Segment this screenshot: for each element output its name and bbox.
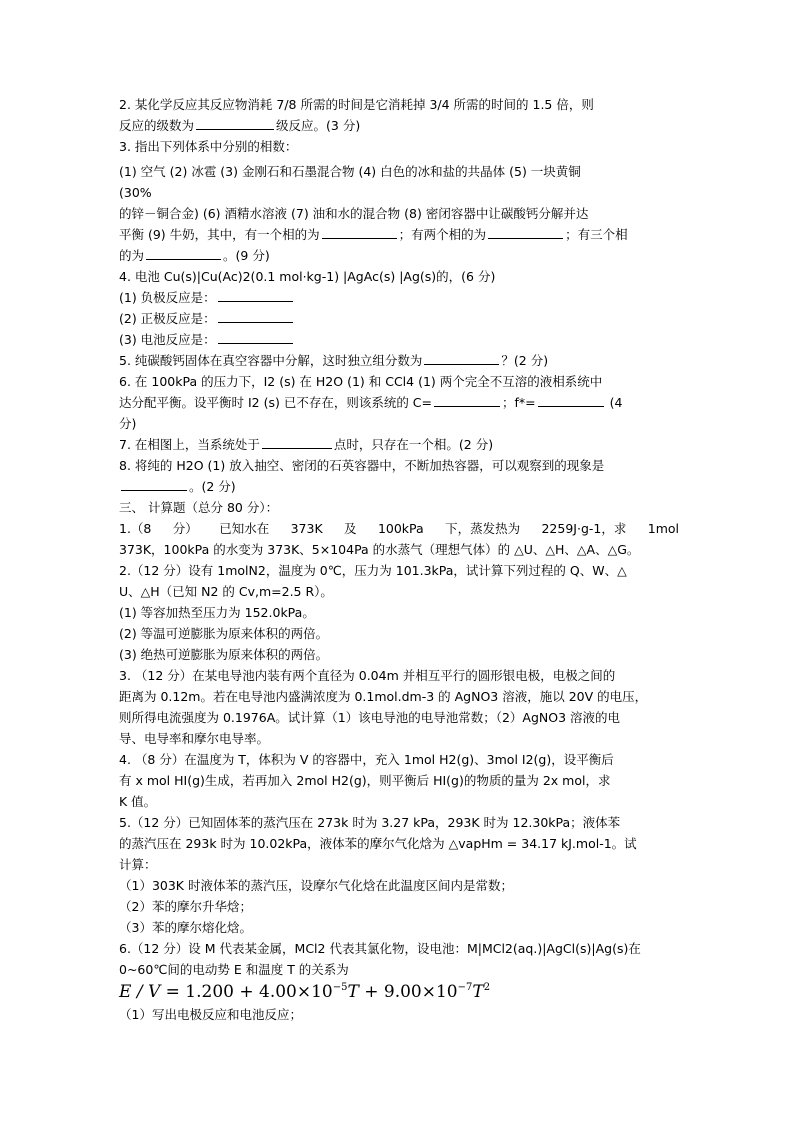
q8-line-2 <box>119 476 679 497</box>
q6-text-b3: (4 <box>609 395 623 410</box>
q3-text-d3: ；有三个相 <box>565 227 628 242</box>
q2-line-1: 2. 某化学反应其反应物消耗 7/8 所需的时间是它消耗掉 3/4 所需的时间的 1.5 倍，则 <box>119 97 594 112</box>
c5-part-2: （2）苯的摩尔升华焓； <box>119 899 252 914</box>
c2-line-2: U、△H（已知 N2 的 Cv,m=2.5 R）。 <box>119 584 333 599</box>
q2-blank[interactable] <box>196 115 274 130</box>
c1-word: 1.（8 <box>119 521 152 536</box>
c1-word: 2259J·g-1，求 <box>541 521 627 536</box>
c4-line-3: K 值。 <box>119 794 157 809</box>
c6-line-1: 6.（12 分）设 M 代表某金属，MCl2 代表其氯化物，设电池：M|MCl2(aq.)|AgCl(s)|Ag(s)在 <box>119 941 641 956</box>
section3-heading: 三、 计算题（总分 80 分）： <box>119 500 279 515</box>
formula-t: T <box>347 982 359 1002</box>
q3-text-e1: 的为 <box>119 248 145 263</box>
c4-line-2: 有 x mol HI(g)生成，若再加入 2mol H2(g)，则平衡后 HI(g)的物质的量为 2x mol，求 <box>119 773 611 788</box>
c3-line-4: 导、电导率和摩尔电导率。 <box>119 731 270 746</box>
c2-part-3: (3) 绝热可逆膨胀为原来体积的两倍。 <box>119 647 329 662</box>
q3-line-3: 的锌－铜合金) (6) 酒精水溶液 (7) 油和水的混合物 (8) 密闭容器中让碳酸钙分解并达 <box>119 206 589 221</box>
c4-line-1: 4. （8 分）在温度为 T，体积为 V 的容器中，充入 1mol H2(g)、3mol I2(g)，设平衡后 <box>119 752 614 767</box>
q5-text-a: 5. 纯碳酸钙固体在真空容器中分解，这时独立组分数为 <box>119 353 423 368</box>
q2-text-2: 级反应。(3 分) <box>276 118 361 133</box>
q3-text-d1: 平衡 (9) 牛奶，其中，有一个相的为 <box>119 227 320 242</box>
q6-text-b1: 达分配平衡。设平衡时 I2 (s) 已不存在，则该系统的 C= <box>119 395 433 410</box>
q6-blank-1[interactable] <box>434 392 500 407</box>
q5-blank[interactable] <box>424 350 499 365</box>
q6-text-b2: ；f*= <box>502 395 536 410</box>
formula-eq: = 1.200 + 4.00×10 <box>160 982 333 1002</box>
c5-part-3: （3）苯的摩尔熔化焓。 <box>119 920 252 935</box>
q3-text-d2: ；有两个相的为 <box>398 227 487 242</box>
q6-line-3: 分) <box>119 416 137 431</box>
c1-word: 及 <box>344 521 357 536</box>
c3-line-2: 距离为 0.12m。若在电导池内盛满浓度为 0.1mol.dm-3 的 AgNO3 溶液，施以 20V 的电压， <box>119 689 648 704</box>
c1-line-1 <box>119 518 679 539</box>
q4-part-1 <box>119 287 679 308</box>
q7-blank[interactable] <box>262 434 332 449</box>
document-page <box>119 94 679 1025</box>
q3-blank-3[interactable] <box>146 245 221 260</box>
q7-line <box>119 434 679 455</box>
formula-t2: T <box>472 982 484 1002</box>
q5-line <box>119 350 679 371</box>
q6-line-2 <box>119 392 679 413</box>
formula-square: 2 <box>483 982 491 993</box>
q3-text-e2: 。(9 分) <box>223 248 270 263</box>
q3-line-2: (30% <box>119 185 152 200</box>
q3-title: 3. 指出下列体系中分别的相数： <box>119 139 298 154</box>
q2-text-1: 反应的级数为 <box>119 118 195 133</box>
q5-text-b: ？(2 分) <box>501 353 549 368</box>
q8-blank[interactable] <box>121 476 187 491</box>
c6-part-1: （1）写出电极反应和电池反应； <box>119 1007 302 1022</box>
formula-plus: + 9.00×10 <box>358 982 458 1002</box>
c2-part-1: (1) 等容加热至压力为 152.0kPa。 <box>119 605 315 620</box>
c3-line-3: 则所得电流强度为 0.1976A。试计算（1）该电导池的电导池常数；（2）AgNO3 溶液的电 <box>119 710 621 725</box>
q3-blank-1[interactable] <box>322 224 397 239</box>
q6-blank-2[interactable] <box>538 392 604 407</box>
q4-part-2 <box>119 308 679 329</box>
q3-line-4 <box>119 224 679 245</box>
q4-part-1-label: (1) 负极反应是： <box>119 290 216 305</box>
q3-blank-2[interactable] <box>488 224 563 239</box>
c1-word: 已知水在 <box>219 521 270 536</box>
c1-word: 1mol <box>647 521 679 536</box>
q8-line-1: 8. 将纯的 H2O (1) 放入抽空、密闭的石英容器中，不断加热容器，可以观察到的现象是 <box>119 458 605 473</box>
q3-line-5 <box>119 245 679 266</box>
c3-line-1: 3. （12 分）在某电导池内装有两个直径为 0.04m 并相互平行的圆形银电极，电极之间的 <box>119 668 616 683</box>
formula-exp-2: −7 <box>457 982 473 993</box>
q4-part-3-label: (3) 电池反应是： <box>119 332 216 347</box>
c1-word: 100kPa <box>377 521 424 536</box>
c2-line-1: 2.（12 分）设有 1molN2，温度为 0℃，压力为 101.3kPa，试计算下列过程的 Q、W、△ <box>119 563 627 578</box>
c6-line-2: 0~60℃间的电动势 E 和温度 T 的关系为 <box>119 962 349 977</box>
c1-word: 373K <box>290 521 323 536</box>
formula-exp-1: −5 <box>332 982 348 993</box>
q7-text-a: 7. 在相图上，当系统处于 <box>119 437 260 452</box>
q4-blank-2[interactable] <box>218 308 293 323</box>
q6-line-1: 6. 在 100kPa 的压力下，I2 (s) 在 H2O (1) 和 CCl4 (1) 两个完全不互溶的液相系统中 <box>119 374 603 389</box>
c5-part-1: （1）303K 时液体苯的蒸汽压，设摩尔气化焓在此温度区间内是常数； <box>119 878 513 893</box>
c1-word: 分） <box>172 521 198 536</box>
q2-line-2 <box>119 115 679 136</box>
q4-title: 4. 电池 Cu(s)|Cu(Ac)2(0.1 mol·kg-1) |AgAc(s) |Ag(s)的，(6 分) <box>119 269 496 284</box>
q8-text-b: 。(2 分) <box>189 479 236 494</box>
q3-line-1: (1) 空气 (2) 冰雹 (3) 金刚石和石墨混合物 (4) 白色的冰和盐的共晶体 (5) 一块黄铜 <box>119 164 581 179</box>
c1-line-2: 373K，100kPa 的水变为 373K、5×104Pa 的水蒸气（理想气体）的 △U、△H、△A、△G。 <box>119 542 640 557</box>
formula-lhs: E / V <box>119 982 161 1002</box>
emf-temperature-formula <box>119 980 679 1004</box>
c2-part-2: (2) 等温可逆膨胀为原来体积的两倍。 <box>119 626 329 641</box>
c1-word: 下，蒸发热为 <box>445 521 521 536</box>
q7-text-b: 点时，只存在一个相。(2 分) <box>333 437 494 452</box>
c5-line-2: 的蒸汽压在 293k 时为 10.02kPa，液体苯的摩尔气化焓为 △vapHm = 34.17 kJ.mol-1。试 <box>119 836 637 851</box>
q4-blank-3[interactable] <box>218 329 293 344</box>
q4-part-3 <box>119 329 679 350</box>
q4-part-2-label: (2) 正极反应是： <box>119 311 216 326</box>
c5-line-1: 5.（12 分）已知固体苯的蒸汽压在 273k 时为 3.27 kPa，293K 时为 12.30kPa；液体苯 <box>119 815 621 830</box>
c5-line-3: 计算： <box>119 857 157 872</box>
q4-blank-1[interactable] <box>218 287 293 302</box>
